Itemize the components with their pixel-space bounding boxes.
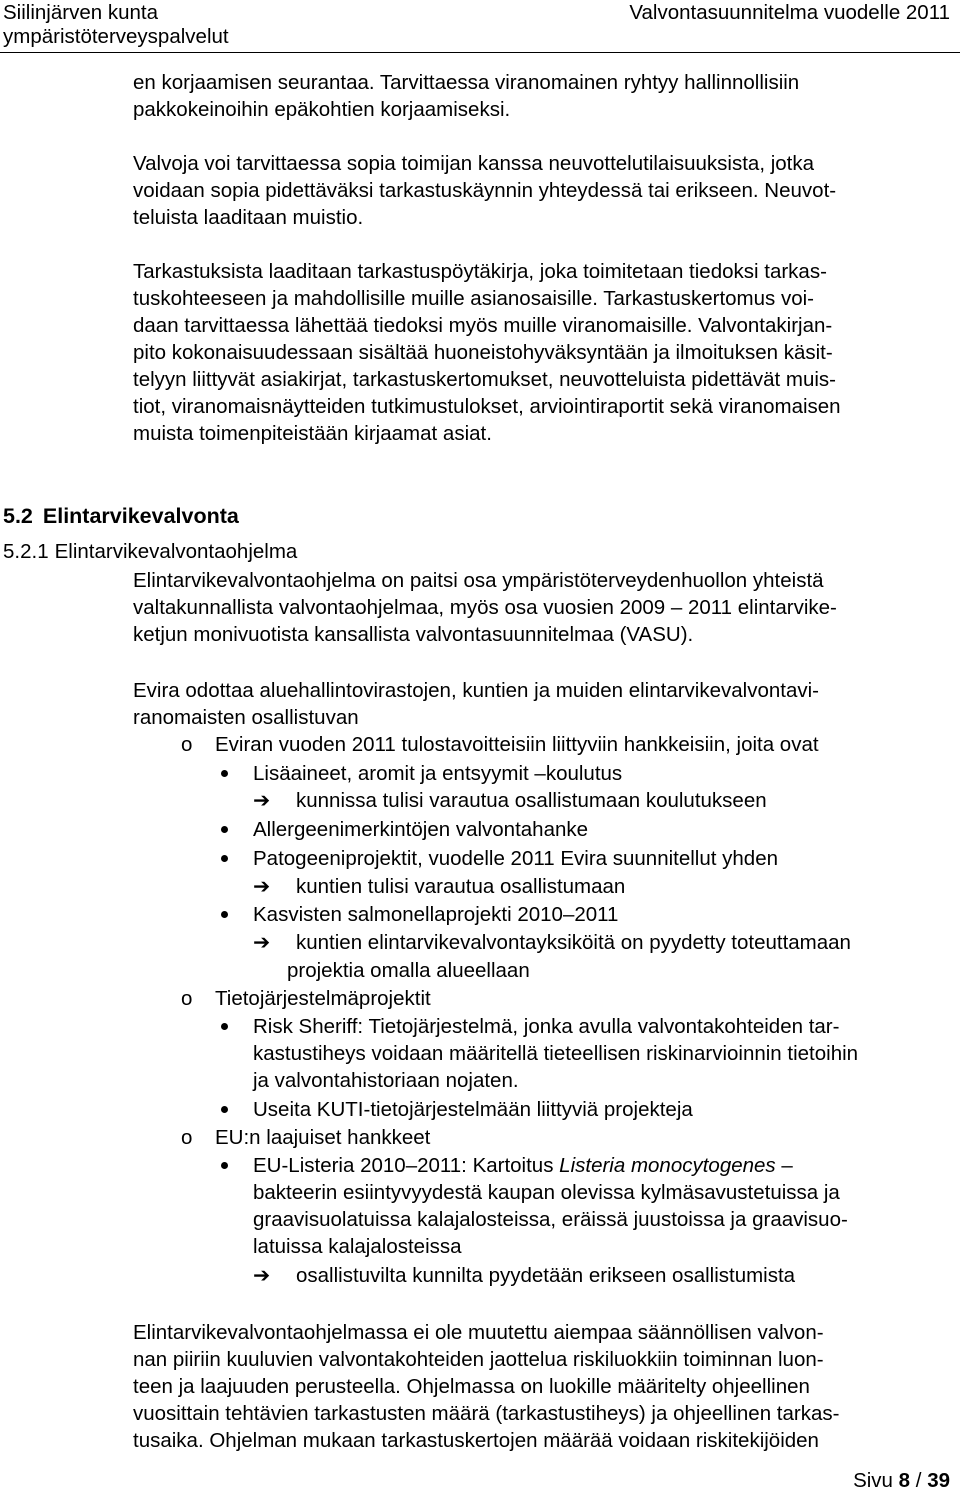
list-item: projektia omalla alueellaan — [287, 959, 530, 982]
arrow-right-icon: ➔ — [253, 789, 271, 812]
body-line: ketjun monivuotista kansallista valvontasuunnitelmaa (VASU). — [133, 623, 694, 646]
list-item: kunnissa tulisi varautua osallistumaan koulutukseen — [296, 789, 767, 812]
body-line: Elintarvikevalvontaohjelma on paitsi osa ympäristöterveydenhuollon yhteistä — [133, 569, 824, 592]
list-item-text: – — [775, 1154, 793, 1177]
list-item: EU:n laajuiset hankkeet — [215, 1126, 431, 1149]
bullet-dot-icon — [221, 1106, 228, 1113]
section-title: Elintarvikevalvonta — [42, 504, 239, 528]
list-item: kastustiheys voidaan määritellä tieteellisen riskinarvioinnin tietoihin — [253, 1042, 859, 1065]
section-heading — [3, 502, 239, 530]
subsection-heading — [3, 538, 297, 566]
body-line: tusaika. Ohjelman mukaan tarkastuskertojen määrää voidaan riskitekijöiden — [133, 1429, 819, 1452]
list-item: kuntien tulisi varautua osallistumaan — [296, 875, 626, 898]
header-org-name: Siilinjärven kunta — [3, 1, 158, 24]
bullet-dot-icon — [221, 1023, 228, 1030]
header-doc-title: Valvontasuunnitelma vuodelle 2011 — [629, 1, 950, 24]
body-line: valtakunnallista valvontaohjelmaa, myös osa vuosien 2009 – 2011 elintarvike- — [133, 596, 837, 619]
circle-bullet-icon: o — [181, 733, 193, 756]
body-line: teen ja laajuuden perusteella. Ohjelmassa on luokille määritelty ohjeellinen — [133, 1375, 810, 1398]
list-item: Eviran vuoden 2011 tulostavoitteisiin liittyviin hankkeisiin, joita ovat — [215, 733, 819, 756]
body-line: ranomaisten osallistuvan — [133, 706, 359, 729]
page-number — [853, 1467, 950, 1495]
list-item: Allergeenimerkintöjen valvontahanke — [253, 818, 589, 841]
page-total: 39 — [927, 1469, 950, 1492]
body-line: voidaan sopia pidettäväksi tarkastuskäynnin yhteydessä tai erikseen. Neuvot- — [133, 179, 837, 202]
page-current: 8 — [898, 1469, 911, 1492]
bullet-dot-icon — [221, 911, 228, 918]
arrow-right-icon: ➔ — [253, 1264, 271, 1287]
circle-bullet-icon: o — [181, 987, 193, 1010]
page-header — [0, 0, 960, 53]
body-line: teluista laaditaan muistio. — [133, 206, 364, 229]
body-line: Valvoja voi tarvittaessa sopia toimijan kanssa neuvottelutilaisuuksista, jotka — [133, 152, 815, 175]
list-item: graavisuolatuissa kalajalosteissa, eräissä juustoissa ja graavisuo- — [253, 1208, 848, 1231]
body-line: Evira odottaa aluehallintovirastojen, kuntien ja muiden elintarvikevalvontavi- — [133, 679, 819, 702]
circle-bullet-icon: o — [181, 1126, 193, 1149]
section-number: 5.2 — [3, 504, 33, 528]
list-item: latuissa kalajalosteissa — [253, 1235, 462, 1258]
list-item — [253, 1152, 793, 1180]
body-line: en korjaamisen seurantaa. Tarvittaessa viranomainen ryhtyy hallinnollisiin — [133, 71, 800, 94]
page-label: Sivu — [853, 1469, 893, 1492]
subsection-title: Elintarvikevalvontaohjelma — [54, 540, 298, 563]
list-item: Lisäaineet, aromit ja entsyymit –koulutus — [253, 762, 623, 785]
bullet-dot-icon — [221, 826, 228, 833]
list-item: bakteerin esiintyvyydestä kaupan olevissa kylmäsavustetuissa ja — [253, 1181, 840, 1204]
list-item: ja valvontahistoriaan nojaten. — [253, 1069, 519, 1092]
list-item: Risk Sheriff: Tietojärjestelmä, jonka avulla valvontakohteiden tar- — [253, 1015, 840, 1038]
list-item: kuntien elintarvikevalvontayksiköitä on pyydetty toteuttamaan — [296, 931, 851, 954]
list-item: Tietojärjestelmäprojektit — [215, 987, 431, 1010]
subsection-number: 5.2.1 — [3, 540, 49, 563]
bullet-dot-icon — [221, 1162, 228, 1169]
body-line: muista toimenpiteistään kirjaamat asiat. — [133, 422, 492, 445]
body-line: pito kokonaisuudessaan sisältää huoneistohyväksyntään ja ilmoituksen käsit- — [133, 341, 833, 364]
body-line: pakkokeinoihin epäkohtien korjaamiseksi. — [133, 98, 511, 121]
species-name: Listeria monocytogenes — [559, 1154, 776, 1177]
body-line: Tarkastuksista laaditaan tarkastuspöytäkirja, joka toimitetaan tiedoksi tarkas- — [133, 260, 827, 283]
body-line: nan piiriin kuuluvien valvontakohteiden jaottelua riskiluokkiin toiminnan luon- — [133, 1348, 824, 1371]
body-line: Elintarvikevalvontaohjelmassa ei ole muutettu aiempaa säännöllisen valvon- — [133, 1321, 824, 1344]
body-line: tiot, viranomaisnäytteiden tutkimustulokset, arviointiraportit sekä viranomaisen — [133, 395, 841, 418]
body-line: vuosittain tehtävien tarkastusten määrä (tarkastustiheys) ja ohjeellinen tarkas- — [133, 1402, 840, 1425]
list-item: Kasvisten salmonellaprojekti 2010–2011 — [253, 903, 619, 926]
list-item: osallistuvilta kunnilta pyydetään erikseen osallistumista — [296, 1264, 796, 1287]
bullet-dot-icon — [221, 770, 228, 777]
arrow-right-icon: ➔ — [253, 931, 271, 954]
body-line: tuskohteeseen ja mahdollisille muille asianosaisille. Tarkastuskertomus voi- — [133, 287, 814, 310]
body-line: telyyn liittyvät asiakirjat, tarkastuskertomukset, neuvotteluista pidettävät muis- — [133, 368, 836, 391]
list-item-text: EU-Listeria 2010–2011: Kartoitus — [253, 1154, 560, 1177]
bullet-dot-icon — [221, 855, 228, 862]
page-separator: / — [915, 1469, 922, 1492]
list-item: Useita KUTI-tietojärjestelmään liittyviä projekteja — [253, 1098, 693, 1121]
list-item: Patogeeniprojektit, vuodelle 2011 Evira suunnitellut yhden — [253, 847, 779, 870]
header-org-unit: ympäristöterveyspalvelut — [3, 25, 229, 48]
body-line: daan tarvittaessa lähettää tiedoksi myös muille viranomaisille. Valvontakirjan- — [133, 314, 833, 337]
arrow-right-icon: ➔ — [253, 875, 271, 898]
